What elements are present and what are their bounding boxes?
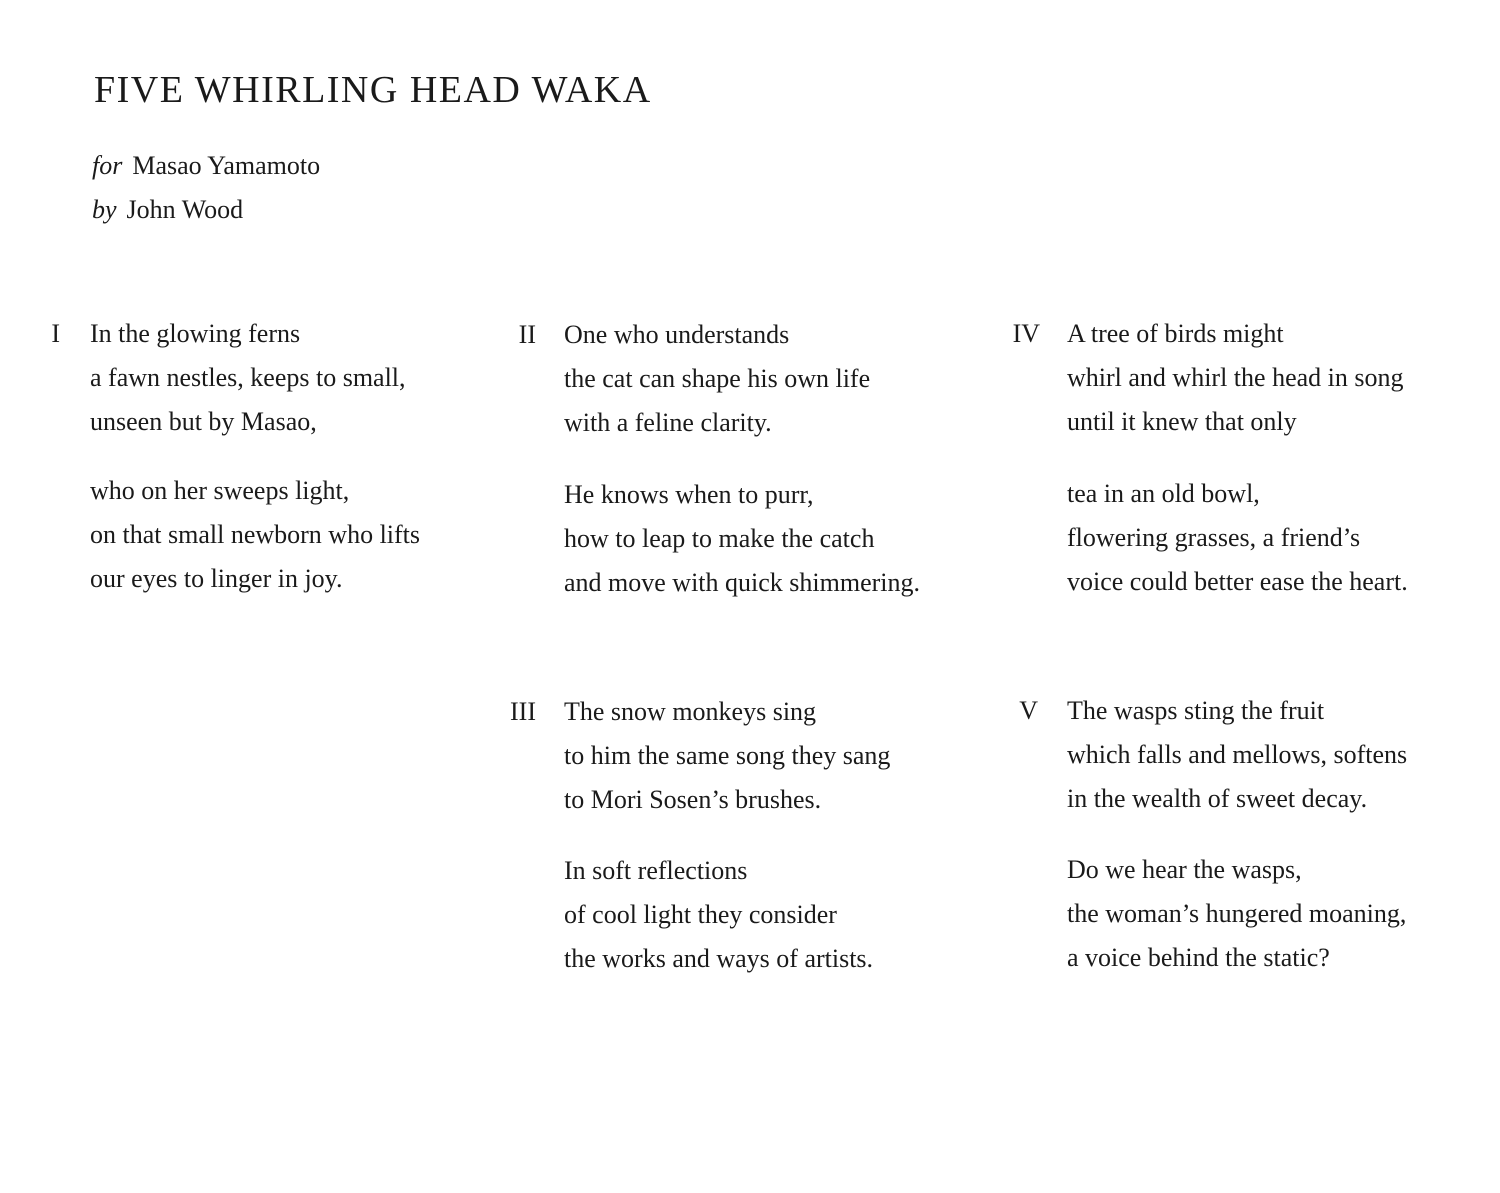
stanza	[90, 312, 406, 444]
poem-line: of cool light they consider	[564, 900, 837, 929]
poem-line: the works and ways of artists.	[564, 944, 874, 973]
poem-line: whirl and whirl the head in song	[1067, 363, 1404, 392]
poem-line: and move with quick shimmering.	[564, 568, 921, 597]
stanza	[90, 469, 420, 601]
author-line	[92, 188, 320, 232]
poem-line: in the wealth of sweet decay.	[1067, 784, 1368, 813]
poem-line: how to leap to make the catch	[564, 524, 875, 553]
poem-numeral: II	[518, 320, 536, 349]
stanza	[1067, 689, 1407, 821]
poem-line: a fawn nestles, keeps to small,	[90, 363, 406, 392]
poem-line: which falls and mellows, softens	[1067, 740, 1408, 769]
dedicatee-name: Masao Yamamoto	[132, 151, 321, 180]
dedication-line	[92, 144, 320, 188]
poem-numeral: V	[1019, 696, 1038, 725]
poem-numeral: III	[510, 697, 536, 726]
poem-line: The wasps sting the fruit	[1067, 696, 1325, 725]
stanza	[564, 690, 890, 822]
poem-line: voice could better ease the heart.	[1067, 567, 1408, 596]
poem-line: tea in an old bowl,	[1067, 479, 1260, 508]
poem-line: to Mori Sosen’s brushes.	[564, 785, 822, 814]
poem-line: A tree of birds might	[1067, 319, 1284, 348]
poem-numeral: IV	[1012, 319, 1040, 348]
for-label: for	[92, 151, 123, 180]
poem-line: a voice behind the static?	[1067, 943, 1330, 972]
stanza	[564, 849, 873, 981]
credits	[92, 144, 320, 232]
poem-line: In the glowing ferns	[90, 319, 301, 348]
poem-line: In soft reflections	[564, 856, 748, 885]
poem-line: on that small newborn who lifts	[90, 520, 421, 549]
stanza	[1067, 472, 1408, 604]
poem-line: the woman’s hungered moaning,	[1067, 899, 1407, 928]
page-title: FIVE WHIRLING HEAD WAKA	[94, 69, 652, 111]
by-label: by	[92, 195, 117, 224]
author-name: John Wood	[126, 195, 244, 224]
poem-line: until it knew that only	[1067, 407, 1297, 436]
poem-line: to him the same song they sang	[564, 741, 891, 770]
poem-line: He knows when to purr,	[564, 480, 814, 509]
poem-line: unseen but by Masao,	[90, 407, 317, 436]
stanza	[564, 473, 920, 605]
poem-line: flowering grasses, a friend’s	[1067, 523, 1361, 552]
poem-line: One who understands	[564, 320, 790, 349]
poem-line: the cat can shape his own life	[564, 364, 871, 393]
poem-line: Do we hear the wasps,	[1067, 855, 1302, 884]
poem-line: our eyes to linger in joy.	[90, 564, 343, 593]
poem-line: The snow monkeys sing	[564, 697, 817, 726]
poem-line: with a feline clarity.	[564, 408, 772, 437]
poem-numeral: I	[51, 319, 60, 348]
stanza	[1067, 312, 1404, 444]
stanza	[564, 313, 870, 445]
stanza	[1067, 848, 1406, 980]
poem-line: who on her sweeps light,	[90, 476, 350, 505]
